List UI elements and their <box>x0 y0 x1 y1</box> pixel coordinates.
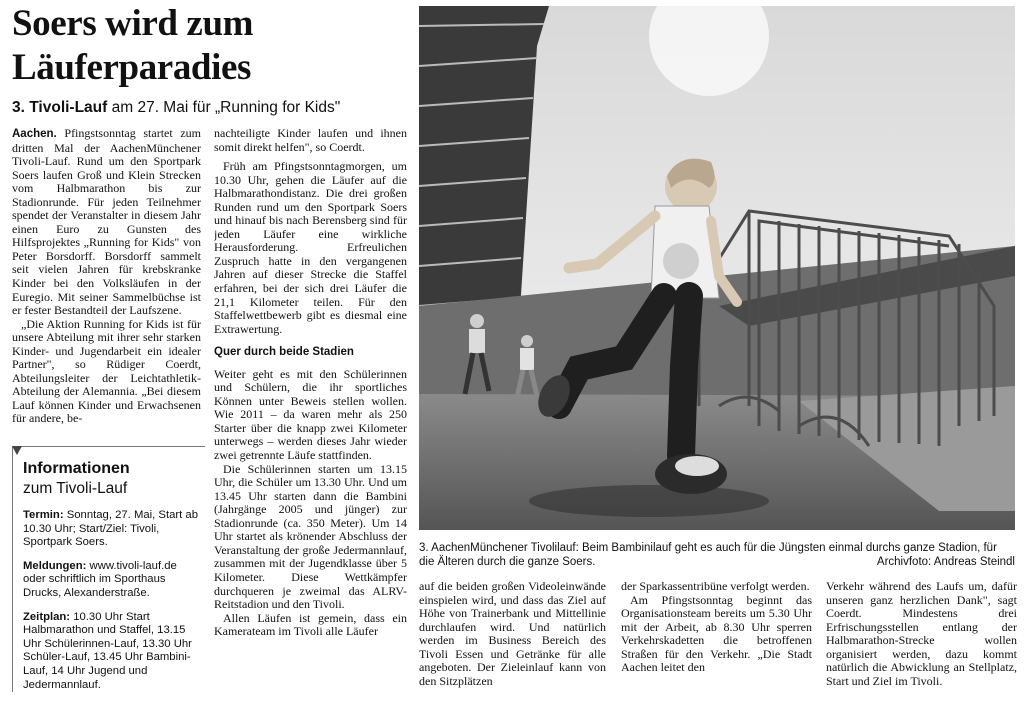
paragraph: der Sparkassentribüne verfolgt werden. <box>621 580 810 593</box>
info-zeitplan <box>23 611 199 693</box>
info-box-subtitle: zum Tivoli-Lauf <box>23 480 128 497</box>
info-meldungen-label: Meldungen: <box>23 559 87 572</box>
info-box-title: Informationen <box>23 460 130 477</box>
photo-credit: Archivfoto: Andreas Steindl <box>876 555 1015 568</box>
info-box-marker <box>12 446 22 455</box>
dateline: Aachen. <box>12 128 57 140</box>
article-column-5 <box>826 580 1017 688</box>
photo-caption-text: 3. AachenMünchener Tivolilauf: Beim Bambinilauf geht es auch für die Jüngsten einmal durchs ganze Stadion, für die Älteren durch die ganze Soers. <box>419 542 997 568</box>
headline-line-1: Soers wird zum <box>12 3 254 44</box>
paragraph: „Die Aktion Running for Kids ist für unsere Abteilung mit ihrer sehr starken Kinder- und Jugendarbeit ein idealer Partner", so Rüdiger Coerdt, Abteilungsleiter der Leichtathletik-Abteilung der Alemannia. „Bei diesem Lauf können Kinder und Erwachsenen für andere, be- <box>12 316 201 426</box>
article-column-4 <box>621 580 812 688</box>
subheadline <box>12 98 407 118</box>
paragraph: Verkehr während des Laufs um, dafür unseren ganz herzlichen Dank", sagt Coerdt. Mindestens drei Erfrischungsstellen entlang der Halbmarathon-Strecke wollen organisiert werden, dazu kommt natürlich die Abwicklung an Stellplatz, Start und Ziel im Tivoli. <box>826 580 1017 688</box>
photo-caption <box>419 542 1015 569</box>
subheadline-rest: am 27. Mai für „Running for Kids" <box>107 99 341 116</box>
paragraph-text: Pfingstsonntag startet zum dritten Mal der AachenMünchener Tivoli-Lauf. Rund um den Sportpark Soers laufen Groß und Klein Strecken vom Halbmarathon bis zur Stadionrunde. Für jeden Teilnehmer spendet der Veranstalter in diesem Jahr einen Euro zu Gunsten des Hilfsprojektes „Running for Kids" von Peter Borsdorff. Borsdorff sammelt seit vielen Jahren für krebskranke Kinder bei den Volksläufen in der Euregio. Mit seiner Sammelbüchse ist er fester Bestandteil der Laufszene. <box>12 127 201 318</box>
paragraph: Weiter geht es mit den Schülerinnen und Schülern, die ihr sportliches Können unter Beweis stellen wollen. Wie 2011 – da waren mehr als 250 Starter über die knapp zwei Kilometer unterwegs – werden dieses Jahr wieder zwei getrennte Läufe stattfinden. <box>214 366 407 463</box>
info-meldungen <box>23 560 199 601</box>
subheadline-bold: 3. Tivoli-Lauf <box>12 99 108 116</box>
section-heading: Quer durch beide Stadien <box>214 346 354 359</box>
article-column-2 <box>214 127 407 687</box>
paragraph: Die Schülerinnen starten um 13.15 Uhr, die Schüler um 13.30 Uhr. Und um 13.45 Uhr starten dann die Bambini (Jahrgänge 2005 und jünger) zur Stadionrunde (ca. 350 Meter). Um 14 Uhr startet als krönender Abschluss der Veranstaltung der große Jedermannlauf, zusammen mit der Jugendklasse über 5 Kilometer. Diese Wettkämpfer durchqueren je zweimal das ALRV-Reitstadion und den Tivoli. <box>214 461 407 612</box>
article-column-1 <box>12 127 201 440</box>
stadium-photo <box>419 6 1015 530</box>
paragraph: Am Pfingstsonntag beginnt das Organisationsteam bereits um 5.30 Uhr mit der Arbeit, ab 8.30 Uhr sperren Verkehrskadetten die betroffenen Straßen für den Verkehr. „Die Stadt Aachen leitet den <box>621 592 812 675</box>
headline <box>12 2 407 90</box>
paragraph <box>12 127 201 318</box>
photo-illustration <box>419 6 1015 530</box>
paragraph: Früh am Pfingstsonntagmorgen, um 10.30 Uhr, gehen die Läufer auf die Halbmarathondistanz. Die drei großen Runden rund um den Sportpark Soers und hinauf bis nach Berensberg sind für jeden Läufer eine wirkliche Herausforderung. Erfreulichen Zuspruch hatte in den vergangenen Jahren auf dieser Strecke die Staffel erfahren, bei der sich drei Läufer die 21,1 Kilometer teilen. Für den Staffelwettbewerb gibt es diesmal eine Extrawertung. <box>214 159 407 336</box>
paragraph: Allen Läufen ist gemein, dass ein Kamerateam im Tivoli alle Läufer <box>214 610 407 639</box>
headline-line-2: Läuferparadies <box>12 47 252 88</box>
info-termin-label: Termin: <box>23 509 64 521</box>
info-termin <box>23 509 199 550</box>
info-zeitplan-label: Zeitplan: <box>23 610 71 623</box>
info-zeitplan-text: 10.30 Uhr Start Halbmarathon und Staffel, 13.15 Uhr Schülerinnen-Lauf, 13.30 Uhr Schüler-Lauf, 13.45 Uhr Bambini-Lauf, 14 Uhr Jugend und Jedermannlauf. <box>23 610 192 691</box>
info-box <box>12 446 205 692</box>
article-column-3 <box>419 580 606 688</box>
info-meldungen-text: www.tivoli-lauf.de oder schriftlich im Sporthaus Drucks, Alexanderstraße. <box>23 559 177 599</box>
paragraph: auf die beiden großen Videoleinwände einspielen wird, und dass das Ziel auf Höhe von Trainerbank und Mittellinie durchlaufen wird. Und natürlich werden im Business Bereich des Tivoli Essen und Getränke für alle angeboten. Der Zieleinlauf kann von den Sitzplätzen <box>419 580 606 688</box>
paragraph: nachteiligte Kinder laufen und ihnen somit direkt helfen", so Coerdt. <box>214 127 407 154</box>
info-termin-text: Sonntag, 27. Mai, Start ab 10.30 Uhr; Start/Ziel: Tivoli, Sportpark Soers. <box>23 509 198 549</box>
